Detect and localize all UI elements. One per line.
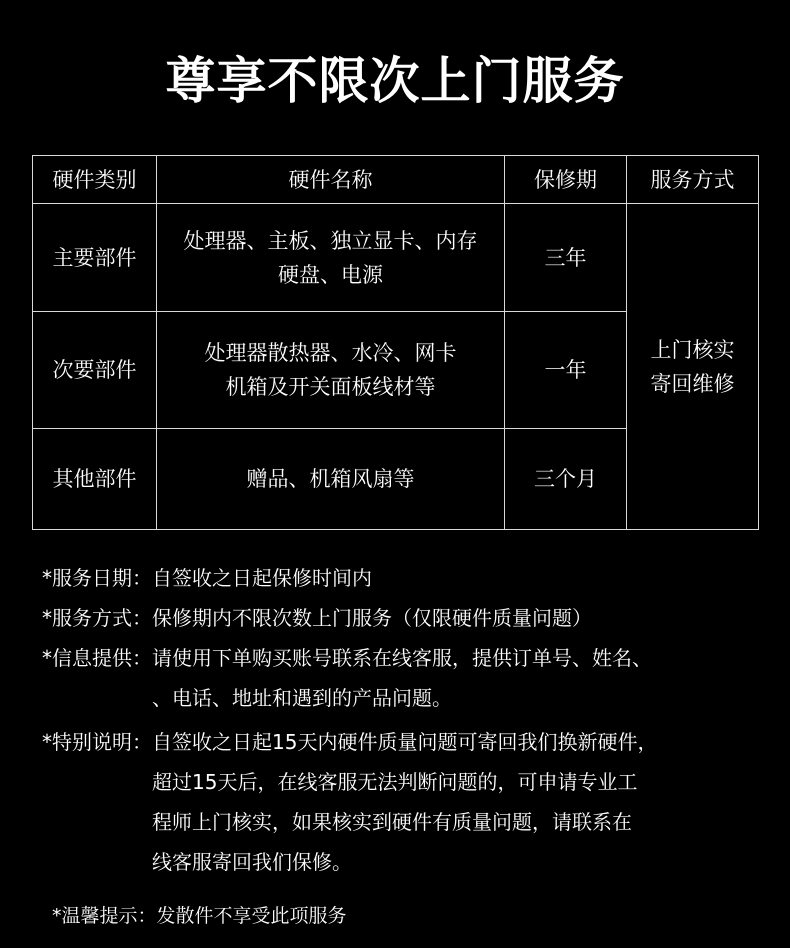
note-label: *服务日期： [42,566,152,590]
warranty-cell: 三年 [505,204,627,312]
hardware-names-line: 赠品、机箱风扇等 [246,467,415,491]
category-cell: 次要部件 [33,312,157,429]
note-special [42,722,772,882]
footnote: *温馨提示：发散件不享受此项服务 [52,905,347,927]
warranty-table [32,155,759,530]
header-name: 硬件名称 [157,156,505,204]
header-category: 硬件类别 [33,156,157,204]
note-service-method [42,598,772,638]
warranty-cell: 三个月 [505,429,627,530]
service-method-cell [627,204,759,530]
note-line: 超过15天后，在线客服无法判断问题的，可申请专业工 [152,770,638,794]
note-info-provide [42,638,772,718]
note-text [152,722,772,882]
note-line: 保修期内不限次数上门服务（仅限硬件质量问题） [152,606,592,630]
category-cell: 其他部件 [33,429,157,530]
note-label: *信息提供： [42,646,152,670]
note-label: *特别说明： [42,730,152,754]
note-line: 自签收之日起15天内硬件质量问题可寄回我们换新硬件， [152,730,658,754]
header-service: 服务方式 [627,156,759,204]
hardware-names-line: 硬盘、电源 [278,262,383,287]
table-row [33,204,759,312]
hardware-names-line: 处理器、主板、独立显卡、内存 [183,228,478,253]
note-text [152,558,772,598]
hardware-names-line: 机箱及开关面板线材等 [225,375,436,399]
service-notes [42,558,772,882]
note-label: *服务方式： [42,606,152,630]
note-text [152,598,772,638]
note-line: 线客服寄回我们保修。 [152,850,352,874]
hardware-names-line: 处理器散热器、水冷、网卡 [204,341,457,365]
note-service-date [42,558,772,598]
hardware-names-cell [157,312,505,429]
warranty-cell: 一年 [505,312,627,429]
hardware-names-cell [157,204,505,312]
note-text [152,638,772,718]
note-line: 、电话、地址和遇到的产品问题。 [152,686,452,710]
service-method-line: 寄回维修 [650,371,735,396]
page-title: 尊享不限次上门服务 [165,52,625,110]
table-header-row [33,156,759,204]
hardware-names-cell [157,429,505,530]
note-line: 程师上门核实，如果核实到硬件有质量问题，请联系在 [152,810,632,834]
header-warranty: 保修期 [505,156,627,204]
note-line: 请使用下单购买账号联系在线客服，提供订单号、姓名、 [152,646,652,670]
service-method-line: 上门核实 [650,337,735,362]
note-line: 自签收之日起保修时间内 [152,566,372,590]
category-cell: 主要部件 [33,204,157,312]
